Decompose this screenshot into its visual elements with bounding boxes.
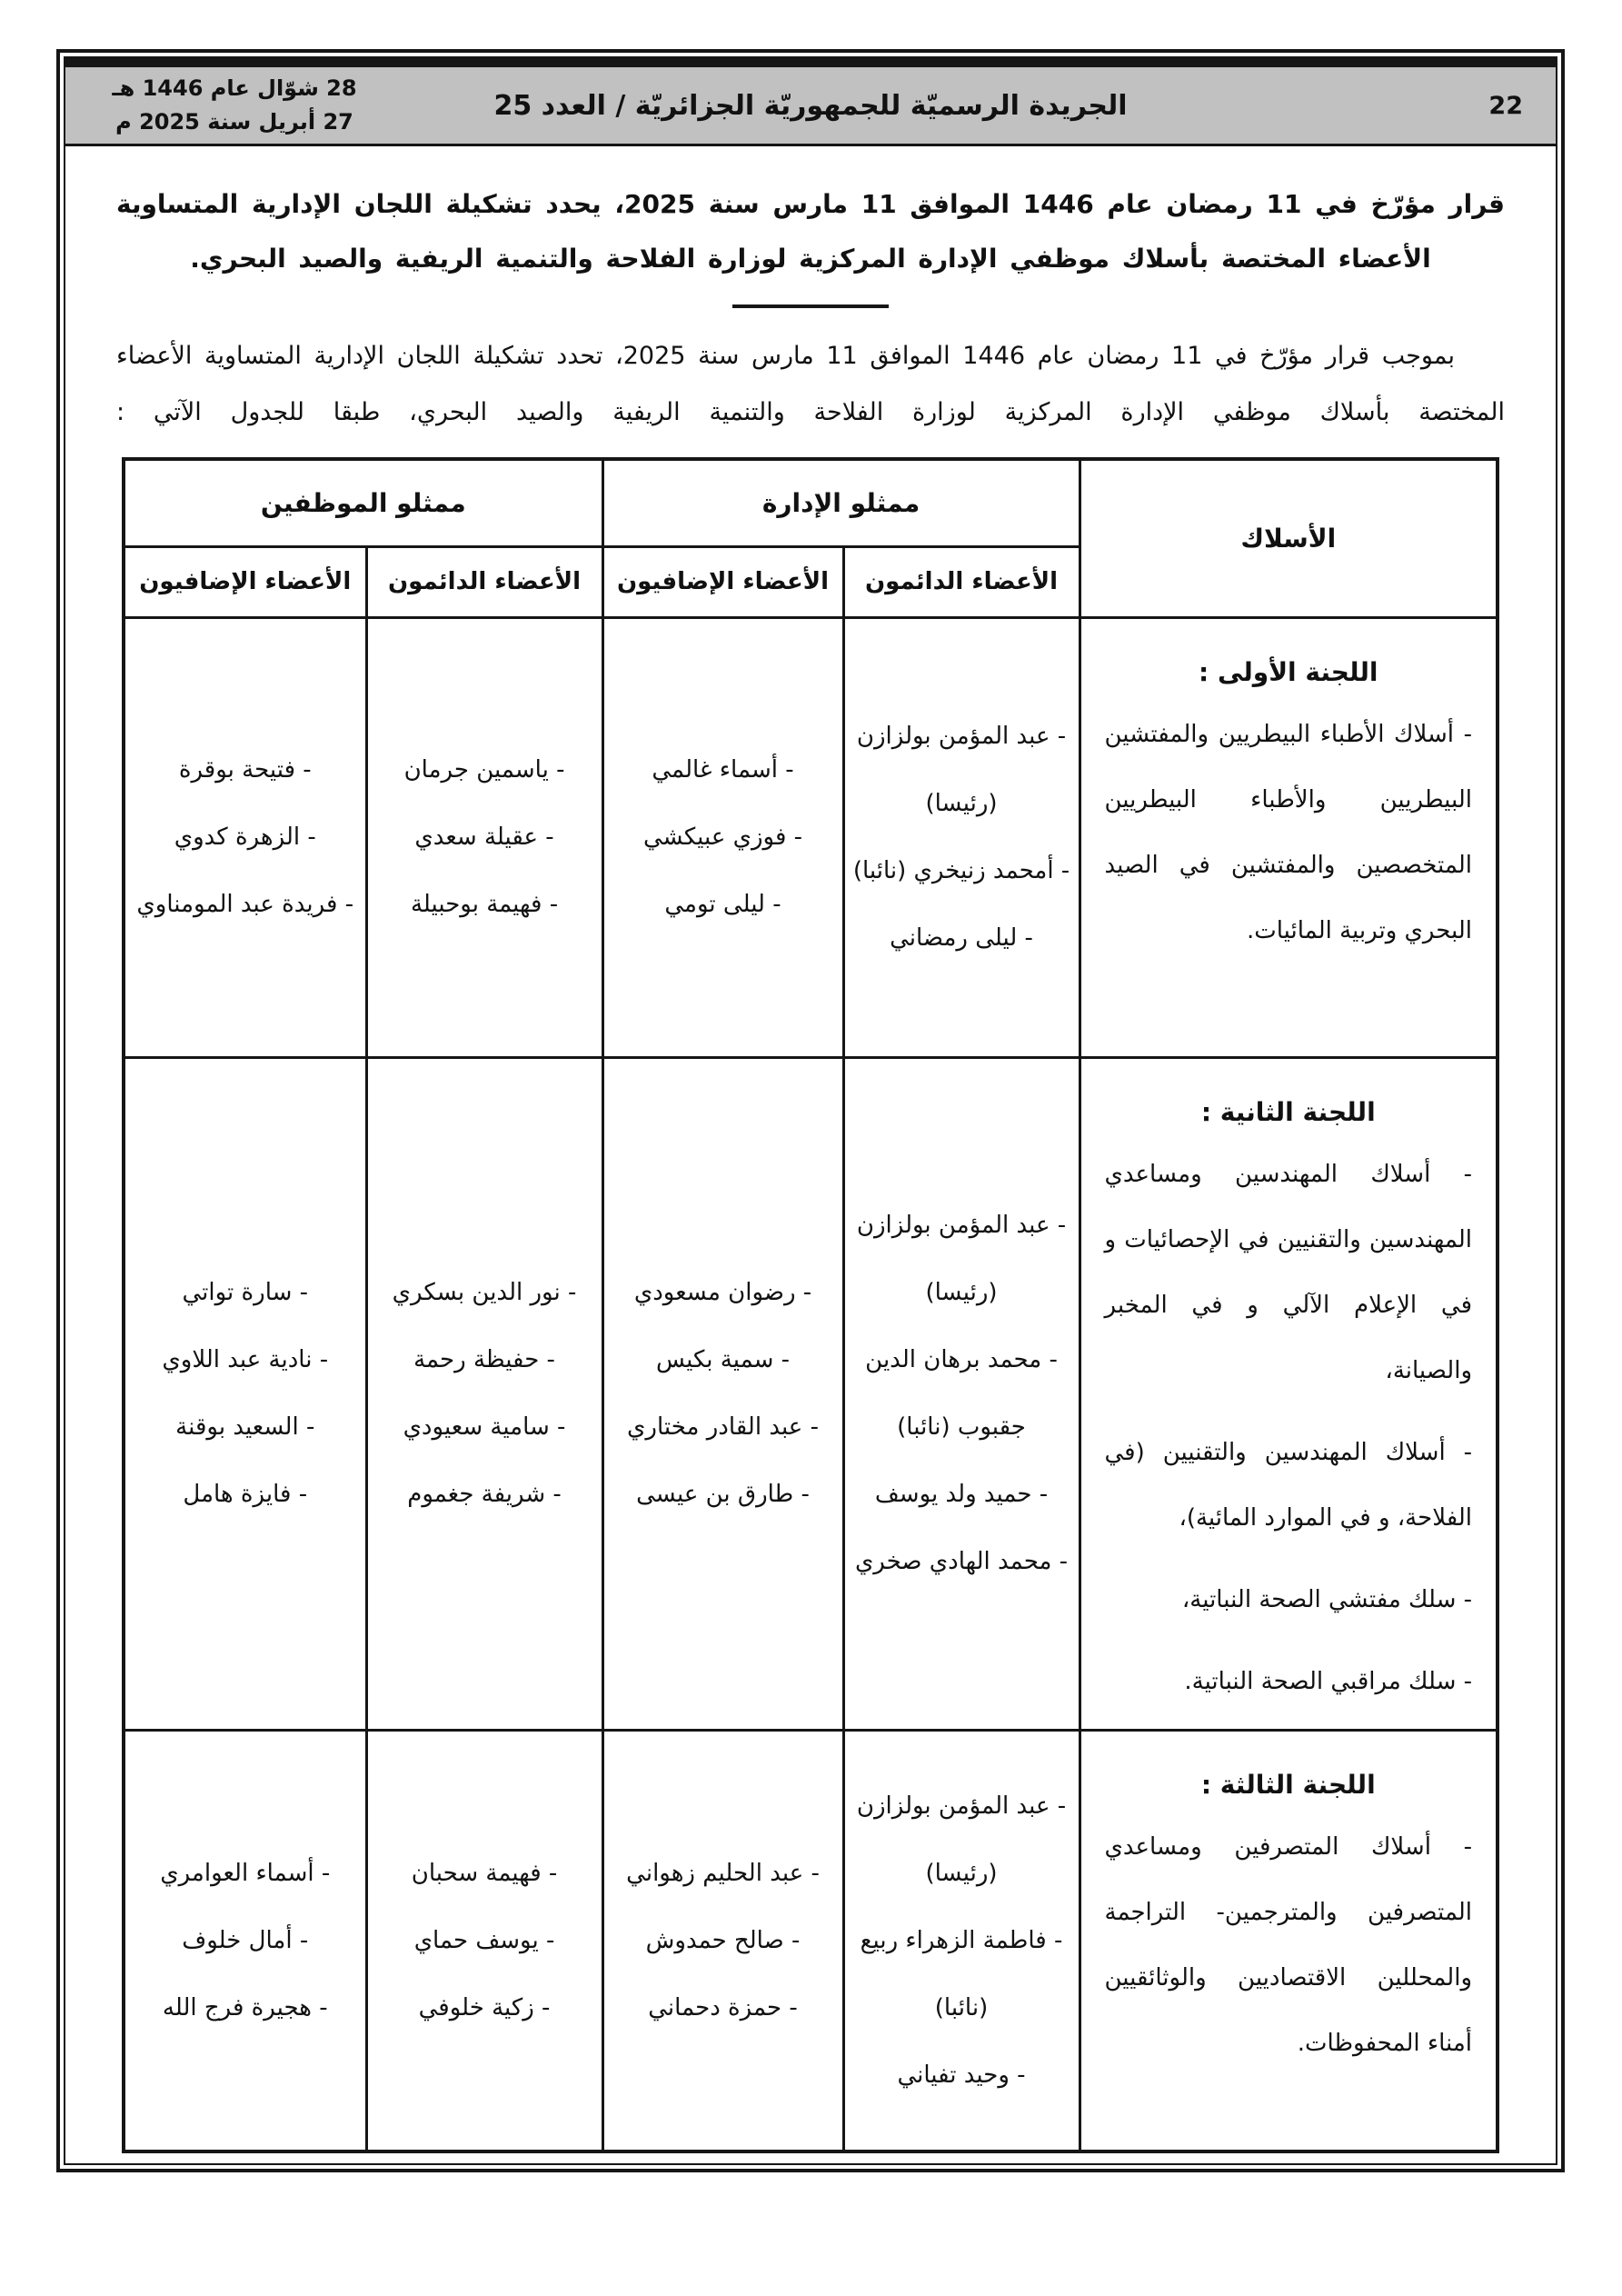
member-list [852, 703, 1071, 972]
text-line: - نادية عبد اللاوي [162, 1346, 329, 1373]
page-content [65, 146, 1556, 2163]
text-line: - هجيرة فرج الله [162, 1993, 328, 2021]
text-line: - سلك مفتشي الصحة النباتية، [1181, 1585, 1473, 1613]
committee-3-admin-permanent-cell [843, 1730, 1080, 2151]
committee-1-title: اللجنة الأولى : [1199, 656, 1378, 687]
text-line: - وحيد تفياني [897, 2061, 1026, 2089]
text-line: - أسلاك المهندسين ومساعدي المهندسين والتقنيين في الإحصائيات و في الإعلام الآلي و في المخبر والصيانة، [1104, 1160, 1473, 1384]
committee-2-staff-additional-cell [124, 1057, 366, 1730]
committee-2-title: اللجنة الثانية : [1200, 1096, 1376, 1127]
admin-group-header: ممثلو الإدارة [602, 459, 1080, 546]
text-line: - طارق بن عيسى [636, 1481, 810, 1508]
text-line: - حميد ولد يوسف [874, 1481, 1049, 1508]
committee-2-corps-list [1105, 1142, 1473, 1714]
committee-3-row [124, 1730, 1498, 2151]
text-line: - فريدة عبد المومناوي [136, 891, 354, 918]
staff-additional-header: الأعضاء الإضافيون [124, 546, 366, 617]
committee-2-row [124, 1057, 1498, 1730]
text-line: - عبد المؤمن بولزازن (رئيسا) [856, 723, 1067, 817]
text-line: - فهيمة سحبان [411, 1859, 558, 1887]
committee-3-title: اللجنة الثالثة : [1200, 1769, 1376, 1800]
header-band [65, 67, 1556, 146]
admin-permanent-header: الأعضاء الدائمون [843, 546, 1080, 617]
page-number: 22 [1488, 91, 1523, 120]
text-line: - سامية سعيودي [403, 1413, 566, 1441]
text-line: - فهيمة بوحبيلة [410, 891, 559, 918]
corps-column-header: الأسلاك [1080, 459, 1498, 617]
hijri-date: 28 شوّال عام 1446 هـ [112, 75, 357, 101]
committee-1-corps-cell [1080, 617, 1498, 1057]
member-list [852, 1772, 1071, 2109]
member-list [375, 1259, 594, 1528]
text-line: - محمد برهان الدين جقبوب (نائبا) [865, 1346, 1058, 1441]
journal-title: الجريدة الرسميّة للجمهوريّة الجزائريّة / العدد 25 [493, 89, 1128, 122]
member-list [612, 736, 835, 938]
member-list [133, 1840, 358, 2041]
text-line: - ياسمين جرمان [403, 756, 565, 784]
text-line: - شريفة جغموم [407, 1481, 562, 1508]
committee-1-admin-additional-cell [602, 617, 843, 1057]
text-line: - عقيلة سعدي [414, 824, 554, 851]
committee-3-corps-cell [1080, 1730, 1498, 2151]
decree-title: قرار مؤرّخ في 11 رمضان عام 1446 الموافق 11 مارس سنة 2025، يحدد تشكيلة اللجان الإدارية المتساوية الأعضاء المختصة بأسلاك موظفي الإدارة المركزية لوزارة الفلاحة والتنمية الريفية والصيد البحري. [116, 189, 1505, 274]
text-line: - رضوان مسعودي [633, 1279, 812, 1306]
committee-3-staff-permanent-cell [366, 1730, 602, 2151]
text-line: - فتيحة بوقرة [178, 756, 312, 784]
page-frame-inner [64, 56, 1557, 2165]
member-list [375, 1840, 594, 2041]
gregorian-date: 27 أبريل سنة 2025 م [115, 109, 353, 135]
committee-1-admin-permanent-cell [843, 617, 1080, 1057]
text-line: - ليلى تومي [664, 891, 781, 918]
text-line: - صالح حمدوش [645, 1926, 801, 1954]
member-list [375, 736, 594, 938]
text-line: - عبد القادر مختاري [627, 1413, 819, 1441]
text-line: - حفيظة رحمة [413, 1346, 555, 1373]
text-line: - سارة تواتي [182, 1279, 309, 1306]
member-list [133, 736, 358, 938]
member-list [133, 1259, 358, 1528]
committee-1-staff-permanent-cell [366, 617, 602, 1057]
text-line: - حمزة دحماني [648, 1993, 798, 2021]
text-line: - أسلاك الأطباء البيطريين والمفتشين البيطريين والأطباء البيطريين المتخصصين والمفتشين في الصيد البحري وتربية المائيات. [1104, 720, 1473, 944]
text-line: - فايزة هامل [183, 1481, 308, 1508]
committee-3-corps-list [1105, 1814, 1473, 2076]
admin-additional-header: الأعضاء الإضافيون [602, 546, 843, 617]
committee-2-corps-cell [1080, 1057, 1498, 1730]
text-line: - نور الدين بسكري [392, 1279, 577, 1306]
staff-group-header: ممثلو الموظفين [124, 459, 602, 546]
text-line: - الزهرة كدوي [174, 824, 316, 851]
text-line: - يوسف حماي [413, 1926, 555, 1954]
committee-1-staff-additional-cell [124, 617, 366, 1057]
committee-2-admin-additional-cell [602, 1057, 843, 1730]
text-line: - أمحمد زنيخري (نائبا) [852, 857, 1070, 884]
text-line: - عبد الحليم زهواني [626, 1859, 820, 1887]
committee-3-admin-additional-cell [602, 1730, 843, 2151]
text-line: - محمد الهادي صخري [854, 1548, 1069, 1575]
committee-2-staff-permanent-cell [366, 1057, 602, 1730]
text-line: - سمية بكيس [655, 1346, 791, 1373]
text-line: - أسماء غالمي [652, 756, 794, 784]
text-line: - أسلاك المهندسين والتقنيين (في الفلاحة، و في الموارد المائية)، [1104, 1438, 1473, 1532]
text-line: - السعيد بوقنة [175, 1413, 315, 1441]
member-list [852, 1192, 1071, 1595]
text-line: - فاطمة الزهراء ربيع (نائبا) [860, 1926, 1063, 2021]
title-divider [732, 304, 889, 308]
date-block [98, 72, 371, 139]
committee-1-row [124, 617, 1498, 1057]
text-line: - سلك مراقبي الصحة النباتية. [1184, 1667, 1473, 1695]
committees-table [122, 457, 1499, 2153]
text-line: - عبد المؤمن بولزازن (رئيسا) [856, 1212, 1067, 1306]
page-frame [56, 49, 1565, 2172]
staff-permanent-header: الأعضاء الدائمون [366, 546, 602, 617]
text-line: - أسلاك المتصرفين ومساعدي المتصرفين والمترجمين- التراجمة والمحللين الاقتصاديين والوثائقيين أمناء المحفوظات. [1104, 1832, 1473, 2057]
text-line: - عبد المؤمن بولزازن (رئيسا) [856, 1792, 1067, 1887]
text-line: - أمال خلوف [182, 1926, 309, 1954]
member-list [612, 1840, 835, 2041]
committee-3-staff-additional-cell [124, 1730, 366, 2151]
member-list [612, 1259, 835, 1528]
table-group-header-row [124, 459, 1498, 546]
text-line: - زكية خلوفي [418, 1993, 551, 2021]
committee-1-corps-list [1105, 702, 1473, 963]
text-line: - ليلى رمضاني [890, 924, 1033, 952]
committee-2-admin-permanent-cell [843, 1057, 1080, 1730]
decree-intro: بموجب قرار مؤرّخ في 11 رمضان عام 1446 الموافق 11 مارس سنة 2025، تحدد تشكيلة اللجان الإدارية المتساوية الأعضاء المختصة بأسلاك موظفي الإدارة المركزية لوزارة الفلاحة والتنمية الريفية والصيد البحري، طبقا للجدول الآتي : [116, 342, 1505, 426]
text-line: - فوزي عبيكشي [642, 824, 803, 851]
text-line: - أسماء العوامري [160, 1859, 331, 1887]
